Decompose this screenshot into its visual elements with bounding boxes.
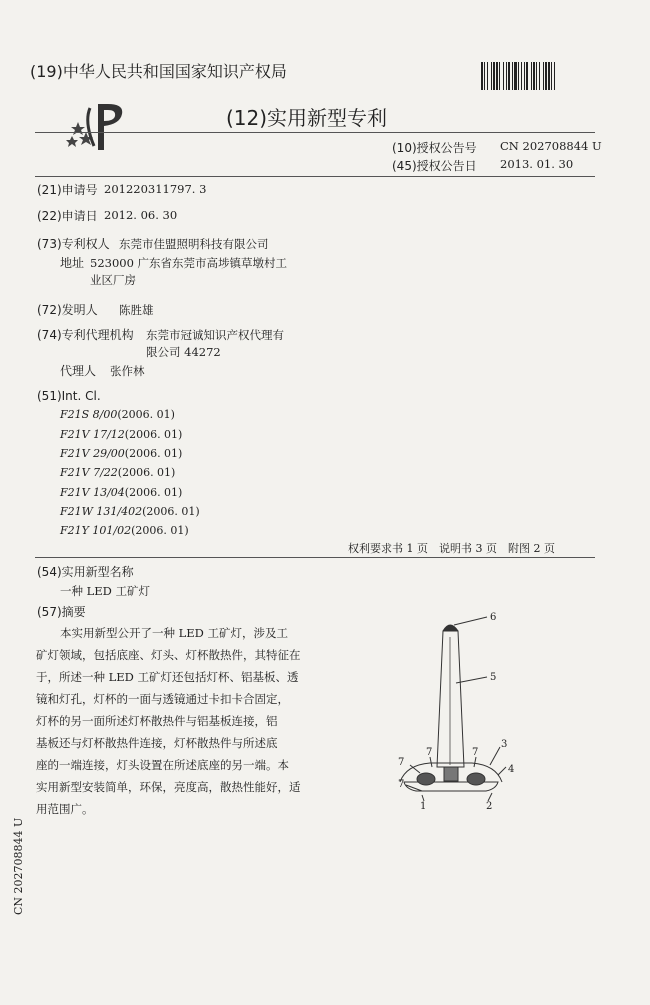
agency-label: (74)专利代理机构 [37, 328, 134, 342]
inventor-label: (72)发明人 [37, 303, 98, 317]
address-line-2: 业区厂房 [90, 273, 136, 287]
barcode-bar [545, 62, 547, 90]
agent-label: 代理人 [60, 364, 97, 378]
abstract-line: 基板还与灯杯散热件连接，灯杯散热件与所述底 [36, 736, 278, 750]
abstract-line: 用范围广。 [36, 802, 94, 816]
biblio-bottom-rule [35, 557, 595, 558]
ipc-code: F21V 29/00 [60, 447, 125, 460]
utility-model-name-label: (54)实用新型名称 [37, 565, 134, 579]
ipc-code: F21V 17/12 [60, 428, 125, 441]
application-number: 201220311797. 3 [104, 182, 207, 196]
barcode-bar [493, 62, 495, 90]
abstract-line: 矿灯领域，包括底座、灯头、灯杯散热件，其特征在 [36, 648, 301, 662]
figure-label: 7 [398, 757, 405, 768]
abstract-line: 镜和灯孔，灯杯的一面与透镜通过卡扣卡合固定， [36, 692, 289, 706]
ipc-year: (2006. 01) [142, 505, 200, 518]
address-label: 地址 [60, 256, 85, 270]
ipc-entry [60, 524, 189, 537]
ipc-year: (2006. 01) [117, 408, 175, 421]
abstract-line: 本实用新型公开了一种 LED 工矿灯，涉及工 [60, 626, 289, 640]
barcode-bar [491, 62, 492, 90]
abstract-line: 于，所述一种 LED 工矿灯还包括灯杯、铝基板、透 [36, 670, 299, 684]
barcode-bar [521, 62, 522, 90]
ipc-year: (2006. 01) [117, 466, 176, 479]
barcode-bar [551, 62, 552, 90]
application-number-label: (21)申请号 [37, 183, 98, 197]
ipc-entry [60, 408, 175, 421]
barcode-bar [481, 62, 483, 90]
figure-label: 2 [486, 801, 493, 812]
office-name: (19)中华人民共和国国家知识产权局 [30, 62, 287, 81]
address-line-1: 523000 广东省东莞市高埗镇草墩村工 [90, 256, 288, 270]
barcode-bar [526, 62, 528, 90]
abstract-line: 实用新型安装简单，环保，亮度高，散热性能好，适 [36, 780, 301, 794]
document-type: (12)实用新型专利 [226, 106, 388, 130]
filing-date: 2012. 06. 30 [104, 208, 178, 222]
ipc-entry [60, 466, 175, 479]
ipc-code: F21Y 101/02 [60, 524, 132, 537]
barcode-bar [548, 62, 550, 90]
patentee-label: (73)专利权人 [37, 237, 110, 251]
lamp-drawing [392, 607, 522, 812]
ipc-year: (2006. 01) [124, 428, 183, 441]
figure-label: 4 [508, 764, 515, 775]
publication-number: CN 202708844 U [500, 139, 602, 153]
barcode-bar [539, 62, 540, 90]
ipc-code: F21W 131/402 [60, 505, 143, 518]
barcode-bar [536, 62, 537, 90]
figure-label: 3 [501, 739, 508, 750]
ipc-entry [60, 428, 182, 441]
page-count-note: 权利要求书 1 页 说明书 3 页 附图 2 页 [348, 542, 555, 555]
ipc-entry [60, 505, 200, 518]
ipc-year: (2006. 01) [124, 447, 183, 460]
utility-model-name: 一种 LED 工矿灯 [60, 584, 151, 598]
agent: 张作林 [110, 364, 145, 378]
ipc-code: F21V 13/04 [60, 486, 125, 499]
abstract-line: 座的一端连接，灯头设置在所述底座的另一端。本 [36, 758, 289, 772]
patentee: 东莞市佳盟照明科技有限公司 [119, 237, 269, 251]
biblio-top-rule [35, 176, 595, 177]
figure-label: 6 [490, 612, 497, 623]
barcode-bar [503, 62, 504, 90]
barcode-bar [496, 62, 498, 90]
barcode-bar [512, 62, 513, 90]
publication-number-label: (10)授权公告号 [392, 141, 477, 155]
barcode-bar [514, 62, 517, 90]
ipc-code: F21V 7/22 [60, 466, 118, 479]
filing-date-label: (22)申请日 [37, 209, 98, 223]
barcode-bar [506, 62, 507, 90]
header-rule [35, 132, 595, 133]
barcode-bar [508, 62, 510, 90]
publication-date: 2013. 01. 30 [500, 157, 574, 171]
ipc-code: F21S 8/00 [60, 408, 118, 421]
abstract-line: 灯杯的另一面所述灯杯散热件与铝基板连接，铝 [36, 714, 278, 728]
publication-date-label: (45)授权公告日 [392, 159, 477, 173]
barcode-bar [524, 62, 525, 90]
barcode-bar [554, 62, 555, 90]
ipc-entry [60, 447, 182, 460]
figure-label: 7 [426, 747, 433, 758]
inventor: 陈胜雄 [119, 303, 154, 317]
barcode-bar [484, 62, 485, 90]
agency-line-1: 东莞市冠诚知识产权代理有 [146, 328, 284, 342]
barcode-bar [543, 62, 544, 90]
barcode-bar [518, 62, 519, 90]
barcode-bar [533, 62, 535, 90]
figure-label: 7 [398, 779, 405, 790]
figure-label: 5 [490, 672, 497, 683]
sipo-logo [64, 102, 132, 154]
agency-line-2: 限公司 44272 [146, 345, 221, 359]
side-publication-id: CN 202708844 U [12, 817, 25, 915]
ipc-year: (2006. 01) [131, 524, 189, 537]
figure-label: 7 [472, 747, 479, 758]
barcode-bar [531, 62, 532, 90]
abstract-label: (57)摘要 [37, 605, 86, 619]
figure-label: 1 [420, 801, 427, 812]
int-cl-label: (51)Int. Cl. [37, 389, 101, 403]
barcode-bar [499, 62, 500, 90]
ipc-year: (2006. 01) [124, 486, 183, 499]
ipc-entry [60, 486, 182, 499]
barcode [481, 62, 609, 90]
barcode-bar [487, 62, 488, 90]
